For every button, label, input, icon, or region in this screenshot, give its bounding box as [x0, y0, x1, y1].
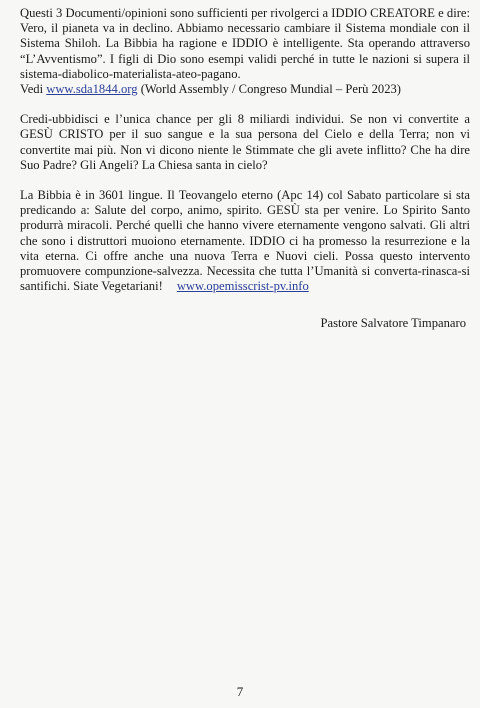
signature: Pastore Salvatore Timpanaro: [320, 316, 466, 330]
paragraph-1: [20, 6, 470, 97]
opemisscrist-link[interactable]: www.opemisscrist-pv.info: [176, 279, 309, 294]
paragraph-2: [20, 112, 470, 173]
paragraph-3: [20, 188, 470, 294]
see-suffix: (World Assembly / Congreso Mundial – Perù 2023): [137, 82, 401, 97]
sda1844-link[interactable]: www.sda1844.org: [46, 82, 138, 97]
paragraph-1-text: Questi 3 Documenti/opinioni sono sufficienti per rivolgerci a IDDIO CREATORE e dire: Vero, il pianeta va in declino. Abbiamo necessario cambiare il Sistema mondiale con il Sistema Shiloh. La Bibbia ha ragione e IDDIO è intelligente. Sta operando attraverso “L’Avventismo”. I figli di Dio sono esempi validi perché in tutte le nazioni si supera il sistema-diabolico-materialista-ateo-pagano.: [20, 6, 470, 81]
see-prefix: Vedi: [20, 82, 47, 97]
page-number: 7: [236, 684, 244, 699]
paragraph-2-text: Credi-ubbidisci e l’unica chance per gli 8 miliardi individui. Se non vi convertite a GESÙ CRISTO per il suo sangue e la sua persona del Cielo e della Terra; non vi convertite mai più. Non vi dicono niente le Stimmate che gli avete inflitto? Che ha dire Suo Padre? Gli Angeli? La Chiesa santa in cielo?: [20, 112, 470, 172]
document-body: [20, 6, 470, 309]
paragraph-3-text: La Bibbia è in 3601 lingue. Il Teovangelo eterno (Apc 14) col Sabato particolare si sta predicando a: Salute del corpo, animo, spirito. GESÙ sta per venire. Lo Spirito Santo produrrà miracoli. Perché quelli che hanno vivere eternamente vengono salvati. Gli altri che sono i distruttori muoiono eternamente. IDDIO ci ha promesso la resurrezione e la vita eterna. Ci offre anche una nuova Terra e Nuovi cieli. Possa questo intervento promuovere compunzione-salvezza. Necessita che tutta l’Umanità si converta-rinasca-si santifichi. Siate Vegetariani!: [20, 188, 470, 294]
